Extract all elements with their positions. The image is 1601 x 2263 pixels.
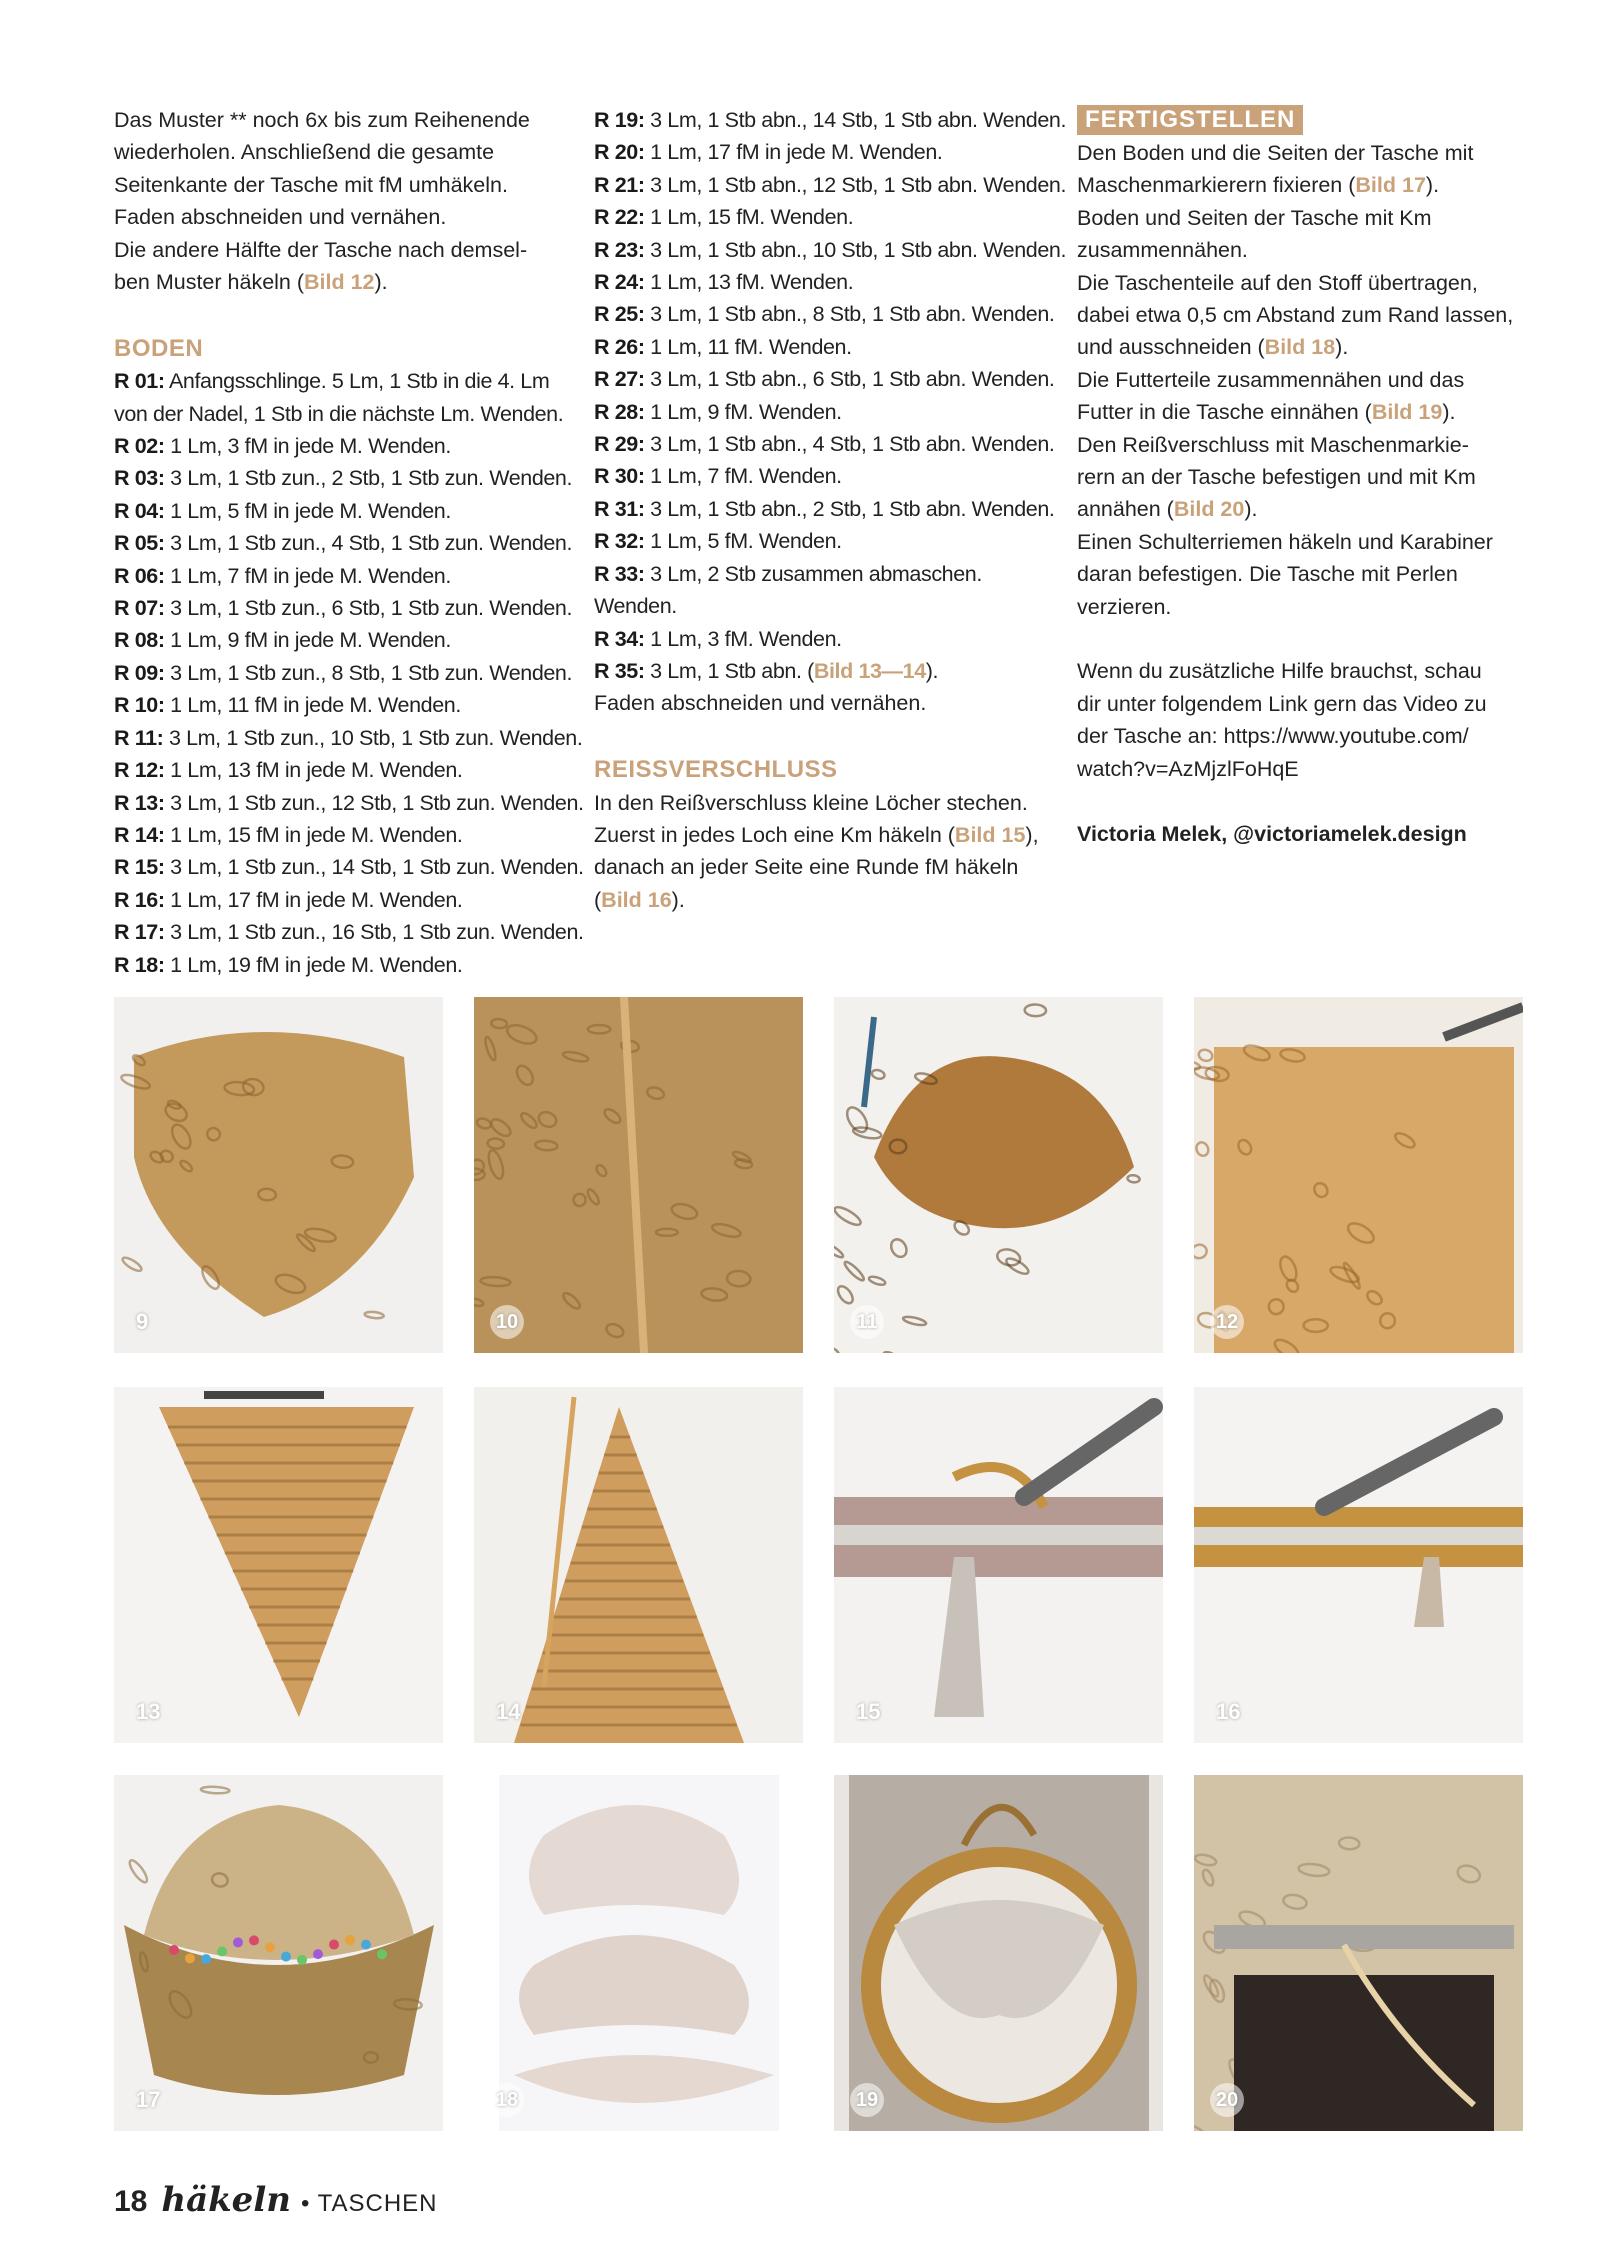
row-text: 1 Lm, 5 fM. Wenden. <box>650 529 842 554</box>
row-instruction <box>114 365 574 397</box>
step-photo <box>834 1775 1163 2131</box>
row-number: R 26: <box>594 334 645 359</box>
text-line: Maschenmarkierern fixieren (Bild 17). <box>1077 173 1440 198</box>
text-line: Seitenkante der Tasche mit fM umhäkeln. <box>114 172 508 197</box>
text-line: dir unter folgendem Link gern das Video zu <box>1077 691 1487 716</box>
text-line: zusammennähen. <box>1077 238 1248 263</box>
figure-reference: Bild 18 <box>1264 335 1336 360</box>
photo-image <box>114 1387 443 1743</box>
row-instruction <box>594 558 1054 590</box>
text-line: Die andere Hälfte der Tasche nach demsel- <box>114 237 528 262</box>
row-text: 1 Lm, 9 fM in jede M. Wenden. <box>170 628 451 653</box>
row-text: 1 Lm, 15 fM. Wenden. <box>650 205 854 230</box>
row-number: R 15: <box>114 855 165 880</box>
row-instruction <box>114 657 574 689</box>
row-number: R 14: <box>114 822 165 847</box>
row-text: von der Nadel, 1 Stb in die nächste Lm. Wenden. <box>114 401 564 426</box>
row-instruction <box>114 592 574 624</box>
step-photo <box>114 1775 443 2131</box>
text-line: verzieren. <box>1077 594 1172 619</box>
row-text: 3 Lm, 1 Stb zun., 16 Stb, 1 Stb zun. Wenden. <box>170 920 584 945</box>
photo-number: 15 <box>856 1699 881 1724</box>
row-text: 3 Lm, 1 Stb abn., 8 Stb, 1 Stb abn. Wenden. <box>650 302 1055 327</box>
photo-number: 20 <box>1210 2083 1244 2117</box>
row-text: 3 Lm, 1 Stb abn., 14 Stb, 1 Stb abn. Wenden. <box>650 108 1067 132</box>
row-instruction <box>594 623 1054 655</box>
text-line: Faden abschneiden und vernähen. <box>114 205 447 230</box>
row-number: R 02: <box>114 434 165 459</box>
row-number: R 04: <box>114 498 165 523</box>
section-heading-reissverschluss: REISSVERSCHLUSS <box>594 756 838 784</box>
row-text: 3 Lm, 1 Stb abn., 4 Stb, 1 Stb abn. Wenden. <box>650 432 1055 457</box>
row-number: R 30: <box>594 464 645 489</box>
row-instruction <box>114 527 574 559</box>
row-text: 1 Lm, 15 fM in jede M. Wenden. <box>170 822 463 847</box>
row-number: R 13: <box>114 790 165 815</box>
row-instruction <box>594 104 1067 136</box>
photo-number: 19 <box>850 2083 884 2117</box>
figure-reference: Bild 12 <box>304 270 375 295</box>
row-number: R 20: <box>594 140 645 165</box>
photo-image <box>474 997 803 1353</box>
row-number: R 32: <box>594 529 645 554</box>
text-line: Die Taschenteile auf den Stoff übertragen, <box>1077 270 1478 295</box>
row-number: R 16: <box>114 887 165 912</box>
step-photo <box>1194 1775 1523 2131</box>
row-text: 3 Lm, 1 Stb abn., 6 Stb, 1 Stb abn. Wenden. <box>650 367 1055 392</box>
row-text: Anfangsschlinge. 5 Lm, 1 Stb in die 4. Lm <box>168 369 550 394</box>
photo-image <box>1194 1775 1523 2131</box>
step-photo <box>474 1775 803 2131</box>
row-number: R 08: <box>114 628 165 653</box>
text-line: In den Reißverschluss kleine Löcher stechen. <box>594 790 1028 815</box>
photo-image <box>1194 997 1523 1353</box>
step-photo <box>474 1387 803 1743</box>
text-line: danach an jeder Seite eine Runde fM häkeln <box>594 855 1019 880</box>
section-name: • TASCHEN <box>300 2190 438 2217</box>
photo-image <box>114 997 443 1353</box>
row-text: 3 Lm, 1 Stb abn., 12 Stb, 1 Stb abn. Wenden. <box>650 172 1067 197</box>
row-number: R 28: <box>594 399 645 424</box>
row-instruction <box>114 851 584 883</box>
section-heading-fertigstellen: FERTIGSTELLEN <box>1077 105 1303 135</box>
row-instruction <box>114 398 574 430</box>
row-text: 3 Lm, 1 Stb zun., 12 Stb, 1 Stb zun. Wenden. <box>170 790 584 815</box>
text-line: Boden und Seiten der Tasche mit Km <box>1077 205 1432 230</box>
row-number: R 21: <box>594 172 645 197</box>
text-line: Das Muster ** noch 6x bis zum Reihenende <box>114 108 530 132</box>
row-text: 3 Lm, 1 Stb abn., 10 Stb, 1 Stb abn. Wenden. <box>650 237 1067 262</box>
row-text: 1 Lm, 17 fM in jede M. Wenden. <box>650 140 943 165</box>
row-instruction <box>114 430 574 462</box>
photo-number: 10 <box>490 1305 524 1339</box>
row-number: R 25: <box>594 302 645 327</box>
text-line: Faden abschneiden und vernähen. <box>594 691 927 716</box>
row-text: 1 Lm, 13 fM. Wenden. <box>650 270 854 295</box>
row-text: 1 Lm, 19 fM in jede M. Wenden. <box>170 952 463 977</box>
row-number: R 34: <box>594 626 645 651</box>
text-column-3 <box>1077 104 1537 850</box>
row-number: R 03: <box>114 466 165 491</box>
row-instruction <box>114 624 574 656</box>
row-instruction <box>114 462 574 494</box>
row-number: R 29: <box>594 432 645 457</box>
row-number: R 10: <box>114 693 165 718</box>
author-credit: Victoria Melek, @victoriamelek.design <box>1077 821 1467 846</box>
step-photo <box>834 997 1163 1353</box>
step-photo <box>1194 1387 1523 1743</box>
row-number: R 18: <box>114 952 165 977</box>
photo-number: 13 <box>136 1699 161 1724</box>
row-number: R 17: <box>114 920 165 945</box>
text-line: und ausschneiden (Bild 18). <box>1077 335 1349 360</box>
photo-number: 18 <box>490 2083 524 2117</box>
row-number: R 24: <box>594 270 645 295</box>
figure-reference: Bild 13—14 <box>813 658 926 683</box>
text-line: annähen (Bild 20). <box>1077 497 1258 522</box>
figure-reference: Bild 17 <box>1355 173 1426 198</box>
row-text: 1 Lm, 9 fM. Wenden. <box>650 399 842 424</box>
text-line: Einen Schulterriemen häkeln und Karabiner <box>1077 529 1493 554</box>
step-photo <box>474 997 803 1353</box>
row-text: Wenden. <box>594 594 677 619</box>
row-instruction <box>594 169 1067 201</box>
text-line: Den Reißverschluss mit Maschenmarkie- <box>1077 432 1469 457</box>
row-instruction: R 35: 3 Lm, 1 Stb abn. (Bild 13—14). <box>594 658 939 683</box>
row-instruction <box>594 396 1054 428</box>
text-line: Futter in die Tasche einnähen (Bild 19). <box>1077 400 1456 425</box>
row-number: R 19: <box>594 108 645 132</box>
page-number: 18 <box>114 2185 148 2218</box>
text-line: dabei etwa 0,5 cm Abstand zum Rand lassen, <box>1077 303 1514 328</box>
row-number: R 27: <box>594 367 645 392</box>
text-line: Den Boden und die Seiten der Tasche mit <box>1077 141 1474 165</box>
row-instruction <box>594 525 1054 557</box>
row-instruction <box>114 495 574 527</box>
figure-reference: Bild 20 <box>1173 497 1245 522</box>
figure-reference: Bild 19 <box>1371 400 1443 425</box>
row-instruction <box>114 560 574 592</box>
row-instruction <box>594 460 1054 492</box>
row-instruction <box>594 298 1054 330</box>
row-number: R 06: <box>114 563 165 588</box>
row-text: 1 Lm, 7 fM in jede M. Wenden. <box>170 563 451 588</box>
row-instruction <box>114 689 574 721</box>
row-text: 3 Lm, 2 Stb zusammen abmaschen. <box>650 561 982 586</box>
row-text: 3 Lm, 1 Stb zun., 6 Stb, 1 Stb zun. Wenden. <box>170 596 573 621</box>
row-instruction <box>594 266 1054 298</box>
row-instruction <box>114 787 584 819</box>
photo-number: 14 <box>496 1699 521 1724</box>
row-instruction <box>594 201 1054 233</box>
photo-image <box>474 1387 803 1743</box>
text-line: Wenn du zusätzliche Hilfe brauchst, schau <box>1077 659 1482 684</box>
row-instruction <box>114 916 584 948</box>
photo-number: 11 <box>850 1305 884 1339</box>
row-instruction <box>594 234 1067 266</box>
row-number: R 23: <box>594 237 645 262</box>
photo-number: 16 <box>1216 1699 1241 1724</box>
row-text: 1 Lm, 7 fM. Wenden. <box>650 464 842 489</box>
row-text: 3 Lm, 1 Stb zun., 10 Stb, 1 Stb zun. Wenden. <box>168 725 583 750</box>
row-instruction <box>594 590 1054 622</box>
step-photo <box>834 1387 1163 1743</box>
step-photo <box>1194 997 1523 1353</box>
row-instruction <box>594 136 1054 168</box>
section-heading-boden: BODEN <box>114 334 204 362</box>
photo-number: 17 <box>136 2087 161 2112</box>
row-number: R 33: <box>594 561 645 586</box>
row-instruction <box>114 722 583 754</box>
photo-image <box>1194 1387 1523 1743</box>
step-photo <box>114 997 443 1353</box>
row-text: 3 Lm, 1 Stb zun., 2 Stb, 1 Stb zun. Wenden. <box>170 466 573 491</box>
text-column-2 <box>594 104 1067 916</box>
row-instruction <box>594 363 1054 395</box>
row-instruction <box>114 884 574 916</box>
step-photo <box>114 1387 443 1743</box>
row-number: R 05: <box>114 531 165 556</box>
text-column-1 <box>114 104 584 981</box>
row-number: R 11: <box>114 725 164 750</box>
figure-reference: Bild 15 <box>954 822 1026 847</box>
page-footer <box>114 2180 438 2224</box>
row-text: 3 Lm, 1 Stb zun., 14 Stb, 1 Stb zun. Wenden. <box>170 855 584 880</box>
text-line: Zuerst in jedes Loch eine Km häkeln (Bild 15), <box>594 822 1039 847</box>
row-text: 1 Lm, 11 fM in jede M. Wenden. <box>170 693 461 718</box>
row-instruction <box>114 754 574 786</box>
text-line: (Bild 16). <box>594 887 685 912</box>
row-text: 3 Lm, 1 Stb zun., 8 Stb, 1 Stb zun. Wenden. <box>170 660 573 685</box>
photo-image <box>834 997 1163 1353</box>
text-line: der Tasche an: https://www.youtube.com/ <box>1077 724 1469 749</box>
magazine-logo: häkeln <box>161 2180 291 2220</box>
text-line: ben Muster häkeln (Bild 12). <box>114 270 388 295</box>
text-line: wiederholen. Anschließend die gesamte <box>114 140 495 165</box>
photo-image <box>834 1775 1163 2131</box>
photo-image <box>834 1387 1163 1743</box>
row-text: 1 Lm, 3 fM. Wenden. <box>650 626 842 651</box>
figure-reference: Bild 16 <box>601 887 672 912</box>
row-text: 3 Lm, 1 Stb zun., 4 Stb, 1 Stb zun. Wenden. <box>170 531 573 556</box>
photo-number: 12 <box>1210 1305 1244 1339</box>
row-number: R 22: <box>594 205 645 230</box>
text-line: daran befestigen. Die Tasche mit Perlen <box>1077 562 1458 587</box>
photo-image <box>114 1775 443 2131</box>
row-text: 1 Lm, 11 fM. Wenden. <box>650 334 852 359</box>
row-text: 1 Lm, 5 fM in jede M. Wenden. <box>170 498 451 523</box>
text-line: Die Futterteile zusammennähen und das <box>1077 367 1465 392</box>
row-text: 1 Lm, 13 fM in jede M. Wenden. <box>170 758 463 783</box>
photo-image <box>474 1775 803 2131</box>
row-number: R 12: <box>114 758 165 783</box>
row-number: R 07: <box>114 596 165 621</box>
row-text: 3 Lm, 1 Stb abn., 2 Stb, 1 Stb abn. Wenden. <box>650 496 1055 521</box>
row-text: 1 Lm, 17 fM in jede M. Wenden. <box>170 887 463 912</box>
text-line: rern an der Tasche befestigen und mit Km <box>1077 465 1476 490</box>
row-instruction <box>594 493 1054 525</box>
row-number: R 01: <box>114 369 165 394</box>
photo-number: 9 <box>136 1309 149 1334</box>
row-instruction <box>114 949 574 981</box>
row-instruction <box>594 428 1054 460</box>
row-instruction <box>114 819 574 851</box>
row-text: 1 Lm, 3 fM in jede M. Wenden. <box>170 434 451 459</box>
row-number: R 09: <box>114 660 165 685</box>
row-instruction <box>594 331 1054 363</box>
row-number: R 31: <box>594 496 645 521</box>
video-link[interactable]: watch?v=AzMjzlFoHqE <box>1077 756 1299 781</box>
